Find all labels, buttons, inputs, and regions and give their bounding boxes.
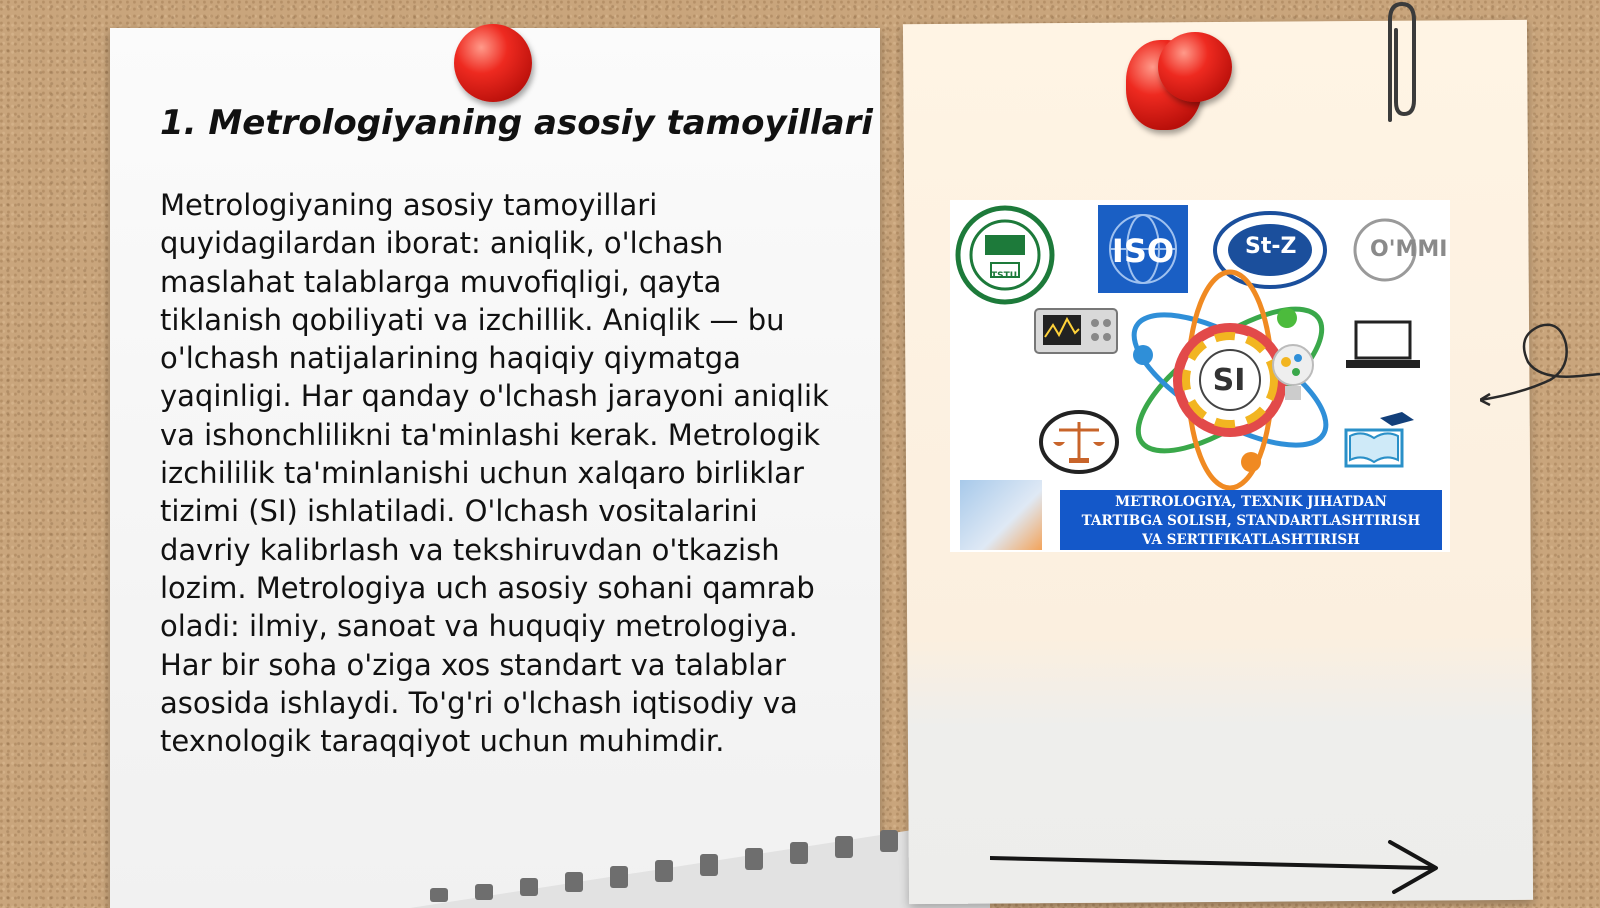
stz-logo-label: St-Z: [1245, 234, 1297, 259]
slide-body-text: Metrologiyaning asosiy tamoyillari quyidagilardan iborat: aniqlik, o'lchash maslahat talablarga muvofiqligi, qayta tiklanish qobiliyati va izchillik. Aniqlik — bu o'lchash natijalarining haqiqiy qiymatga yaqinligi. Har qanday o'lchash jarayoni aniqlik va ishonchlilikni ta'minlashi kerak. Metrologik izchililik ta'minlanishi uchun xalqaro birliklar tizimi (SI) ishlatiladi. O'lchash vositalarini davriy kalibrlash va tekshiruvdan o'tkazish lozim. Metrologiya uch asosiy sohani qamrab oladi: ilmiy, sanoat va huquqiy metrologiya. Har bir soha o'ziga xos standart va talablar asosida ishlaydi. To'g'ri o'lchash iqtisodiy va texnologik taraqqiyot uchun muhimdir.: [160, 188, 829, 759]
arrow-right-icon: [990, 840, 1450, 900]
slide-title: 1. Metrologiyaning asosiy tamoyillari: [160, 103, 873, 143]
metrology-collage-image: [950, 200, 1450, 552]
document-photo-thumbnail: [960, 480, 1042, 550]
pushpin-icon: [454, 24, 532, 102]
book-icon: [1340, 410, 1416, 476]
collage-banner: [1060, 490, 1442, 550]
banner-line: TARTIBGA SOLISH, STANDARTLASHTIRISH: [1081, 513, 1421, 529]
lightbulb-icon: [1268, 340, 1318, 410]
scales-icon: [1037, 408, 1121, 476]
banner-line: METROLOGIYA, TEXNIK JIHATDAN: [1115, 494, 1387, 510]
oscilloscope-icon: [1033, 305, 1119, 357]
paperclip-icon: [1378, 0, 1418, 125]
mmi-logo-label: O'MMI: [1370, 237, 1448, 262]
doodle-loop-icon: [1480, 310, 1600, 410]
tstu-seal-icon: [955, 205, 1055, 305]
laptop-icon: [1342, 318, 1424, 374]
tstu-logo-label: TSTU: [991, 271, 1018, 281]
banner-line: VA SERTIFIKATLASHTIRISH: [1142, 532, 1360, 548]
pushpin-icon: [1158, 32, 1232, 102]
iso-logo-label: ISO: [1111, 232, 1175, 270]
si-center-label: SI: [1212, 363, 1246, 398]
torn-edge-decoration: [410, 798, 990, 908]
